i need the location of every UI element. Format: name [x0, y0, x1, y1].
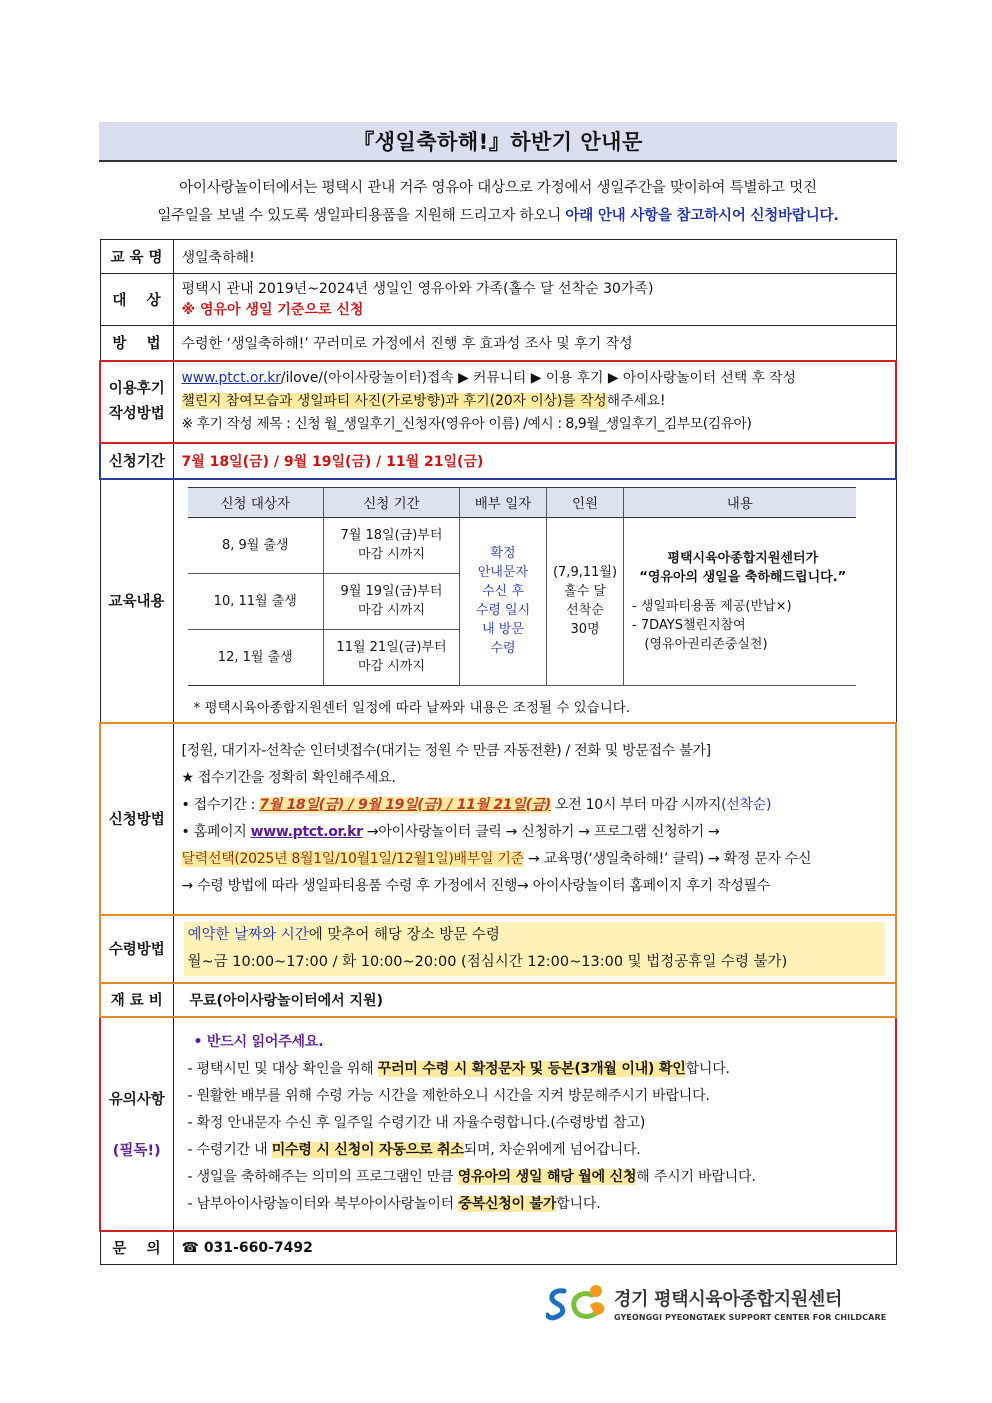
dist-line: 수신 후 [482, 584, 524, 599]
schedule-note: * 평택시육아종합지원센터 일정에 따라 날짜와 내용은 조정될 수 있습니다. [193, 699, 631, 716]
row-contact [100, 1231, 896, 1265]
schedule-row [188, 517, 856, 573]
dist-line: 안내문자 [477, 565, 529, 580]
schedule-desc [624, 517, 856, 685]
people-line: (7,9,11월) [552, 565, 618, 580]
schedule-period [324, 517, 460, 573]
people-line: 선착순 [566, 603, 604, 618]
caution-item [188, 1164, 888, 1191]
label-content: 교육내용 [100, 479, 173, 723]
row-material [100, 983, 896, 1017]
caution-text: - 남부아이사랑놀이터와 북부아이사랑놀이터 [187, 1196, 459, 1212]
caution-highlight: 미수령 시 신청이 자동으로 취소 [271, 1142, 464, 1158]
schedule-dist [460, 517, 547, 685]
header-desc: 내용 [624, 487, 856, 517]
receive-line-2: 월~금 10:00~17:00 / 화 10:00~20:00 (점심시간 12:00~13:00 및 법정공휴일 수령 불가) [187, 953, 788, 970]
document [99, 122, 897, 1265]
caution-text: 합니다. [685, 1061, 730, 1077]
row-edu-name [100, 240, 896, 274]
row-target [100, 274, 896, 326]
header-period: 신청 기간 [324, 487, 460, 517]
apply-line-4-prefix: • 홈페이지 [181, 823, 251, 840]
receive-line-1-text: 에 맞추어 해당 장소 방문 수령 [308, 926, 500, 943]
apply-line-3-text: 오전 10시 부터 마감 시까지 [550, 796, 722, 813]
caution-text: 되며, 차순위에게 넘어갑니다. [463, 1142, 641, 1158]
header-dist: 배부 일자 [460, 487, 547, 517]
label-edu-name: 교 육 명 [100, 240, 173, 274]
intro-line-1: 아이사랑놀이터에서는 평택시 관내 거주 영유아 대상으로 가정에서 생일주간을 맞이하여 특별하고 멋진 [179, 180, 817, 196]
row-apply [100, 723, 896, 915]
center-name-en: GYEONGGI PYEONGTAEK SUPPORT CENTER FOR CHILDCARE [614, 1312, 887, 1322]
schedule-people [547, 517, 624, 685]
review-line-2 [182, 390, 888, 413]
apply-period-highlight: 7월 18일(금) / 9월 19일(금) / 11월 21일(금) [259, 796, 551, 813]
apply-line-3 [182, 792, 888, 819]
schedule-period-2: 마감 시까지 [358, 659, 425, 674]
caution-head: • 반드시 읽어주세요. [193, 1034, 324, 1050]
caution-item: - 원활한 배부를 위해 수령 가능 시간을 제한하오니 시간을 지켜 방문해주시기 바랍니다. [187, 1088, 710, 1104]
review-line-3: ※ 후기 작성 제목 : 신청 월_생일후기_신청자(영유아 이름) /예시 : 8,9월_생일후기_김부모(김유아) [181, 416, 752, 432]
header-people: 인원 [547, 487, 624, 517]
target-line-2: ※ 영유아 생일 기준으로 신청 [181, 301, 364, 318]
value-apply [173, 723, 896, 915]
label-period: 신청기간 [100, 443, 173, 479]
value-receive [173, 915, 896, 983]
row-review [100, 361, 896, 443]
review-highlight: 챌린지 참여모습과 생일파티 사진(가로방향)과 후기(20자 이상)를 작성 [181, 393, 607, 409]
center-name-ko: 경기 평택시육아종합지원센터 [614, 1288, 843, 1310]
label-review-2: 작성방법 [108, 405, 165, 422]
receive-box [184, 922, 886, 976]
caution-highlight: 중복신청이 불가 [458, 1196, 557, 1212]
target-line-1: 평택시 관내 2019년~2024년 생일인 영유아와 가족(홀수 달 선착순 30가족) [181, 280, 654, 297]
value-method: 수령한 ‘생일축하해!’ 꾸러미로 가정에서 진행 후 효과성 조사 및 후기 작성 [173, 326, 896, 361]
intro-highlight: 아래 안내 사항을 참고하시어 신청바랍니다. [565, 208, 839, 224]
apply-line-5 [182, 846, 888, 873]
caution-text: 해 주시기 바랍니다. [636, 1169, 756, 1185]
caution-text: - 평택시민 및 대상 확인을 위해 [187, 1061, 378, 1077]
homepage-link[interactable]: www.ptct.or.kr [250, 823, 363, 840]
schedule-period-2: 마감 시까지 [358, 603, 425, 618]
label-receive: 수령방법 [100, 915, 173, 983]
value-caution [173, 1017, 896, 1231]
value-material: 무료(아이사랑놀이터에서 지원) [173, 983, 896, 1017]
caution-item [188, 1191, 888, 1218]
caution-text: 합니다. [556, 1196, 601, 1212]
dist-line: 수령 [490, 641, 516, 656]
apply-line-4-text: →아이사랑놀이터 클릭 → 신청하기 → 프로그램 신청하기 → [362, 823, 720, 840]
desc-title-1: 평택시육아종합지원센터가 [667, 550, 819, 566]
schedule-period-1: 11월 21일(금)부터 [336, 640, 447, 655]
label-caution-2: (필독!) [112, 1142, 161, 1159]
schedule-period [324, 573, 460, 629]
receive-highlight: 예약한 날짜와 시간 [187, 926, 309, 943]
desc-title-2: “영유아의 생일을 축하해드립니다.” [639, 569, 847, 585]
schedule-table [188, 487, 856, 686]
info-table [99, 239, 897, 1265]
row-content [100, 479, 896, 723]
apply-line-2: ★ 접수기간을 정확히 확인해주세요. [181, 769, 396, 786]
caution-text: - 생일을 축하해주는 의미의 프로그램인 만큼 [187, 1169, 458, 1185]
center-logo-icon [546, 1283, 608, 1323]
intro-text [99, 174, 897, 230]
apply-first-come: (선착순) [721, 796, 772, 813]
label-caution [100, 1017, 173, 1231]
dist-line: 내 방문 [482, 622, 524, 637]
apply-line-4 [182, 819, 888, 846]
value-edu-name: 생일축하해! [173, 240, 896, 274]
schedule-period-1: 9월 19일(금)부터 [340, 584, 443, 599]
label-contact: 문 의 [100, 1231, 173, 1265]
review-url-link[interactable]: www.ptct.or.kr [181, 370, 281, 386]
label-material: 재 료 비 [100, 983, 173, 1017]
calendar-highlight: 달력선택(2025년 8월1일/10월1일/12월1일)배부일 기준 [181, 850, 524, 867]
value-target [173, 274, 896, 326]
schedule-period-2: 마감 시까지 [358, 547, 425, 562]
row-receive [100, 915, 896, 983]
dist-line: 확정 [490, 546, 516, 561]
row-caution [100, 1017, 896, 1231]
review-line-1 [182, 367, 888, 390]
schedule-period-1: 7월 18일(금)부터 [340, 528, 443, 543]
row-method [100, 326, 896, 361]
footer-logo [546, 1283, 886, 1323]
intro-line-2 [99, 202, 897, 230]
receive-line-1 [188, 922, 886, 949]
schedule-target: 10, 11월 출생 [188, 573, 324, 629]
desc-item: (영유아권리존중실천) [632, 636, 768, 652]
apply-line-5-text: → 교육명(‘생일축하해!’ 클릭) → 확정 문자 수신 [523, 850, 812, 867]
review-line-1-text: /ilove/(아이사랑놀이터)접속 ▶ 커뮤니티 ▶ 이용 후기 ▶ 아이사랑놀이터 선택 후 작성 [280, 370, 796, 386]
caution-highlight: 꾸러미 수령 시 확정문자 및 등본(3개월 이내) 확인 [377, 1061, 686, 1077]
value-content [173, 479, 896, 723]
label-apply: 신청방법 [100, 723, 173, 915]
footer-text [614, 1285, 886, 1322]
row-period [100, 443, 896, 479]
label-target: 대 상 [100, 274, 173, 326]
caution-item: - 확정 안내문자 수신 후 일주일 수령기간 내 자율수령합니다.(수령방법 참고) [187, 1115, 646, 1131]
schedule-period [324, 629, 460, 685]
apply-line-1: [정원, 대기자-선착순 인터넷접수(대기는 정원 수 만큼 자동전환) / 전화 및 방문접수 불가] [181, 742, 711, 759]
dist-line: 수령 일시 [475, 603, 531, 618]
value-review [173, 361, 896, 443]
label-caution-1: 유의사항 [108, 1091, 165, 1108]
people-line: 홀수 달 [564, 584, 606, 599]
caution-item [188, 1056, 888, 1083]
header-target: 신청 대상자 [188, 487, 324, 517]
review-line-2-text: 해주세요! [606, 393, 666, 409]
schedule-target: 12, 1월 출생 [188, 629, 324, 685]
schedule-target: 8, 9월 출생 [188, 517, 324, 573]
caution-highlight: 영유아의 생일 해당 월에 신청 [457, 1169, 637, 1185]
schedule-header-row [188, 487, 856, 517]
label-review-1: 이용후기 [108, 380, 165, 397]
apply-line-6: → 수령 방법에 따라 생일파티용품 수령 후 가정에서 진행→ 아이사랑놀이터 홈페이지 후기 작성필수 [181, 877, 770, 894]
value-period: 7월 18일(금) / 9월 19일(금) / 11월 21일(금) [173, 443, 896, 479]
intro-line-2-text: 일주일을 보낼 수 있도록 생일파티용품을 지원해 드리고자 하오니 [157, 208, 566, 224]
people-line: 30명 [570, 622, 600, 637]
desc-item: - 생일파티용품 제공(반납×) [632, 598, 792, 614]
apply-line-3-prefix: • 접수기간 : [181, 796, 260, 813]
value-contact: ☎ 031-660-7492 [173, 1231, 896, 1265]
desc-item: - 7DAYS챌린지참여 [632, 617, 746, 633]
page-title: 『생일축하해!』하반기 안내문 [99, 122, 897, 162]
caution-text: - 수령기간 내 [187, 1142, 272, 1158]
caution-item [188, 1137, 888, 1164]
label-review [100, 361, 173, 443]
label-method: 방 법 [100, 326, 173, 361]
